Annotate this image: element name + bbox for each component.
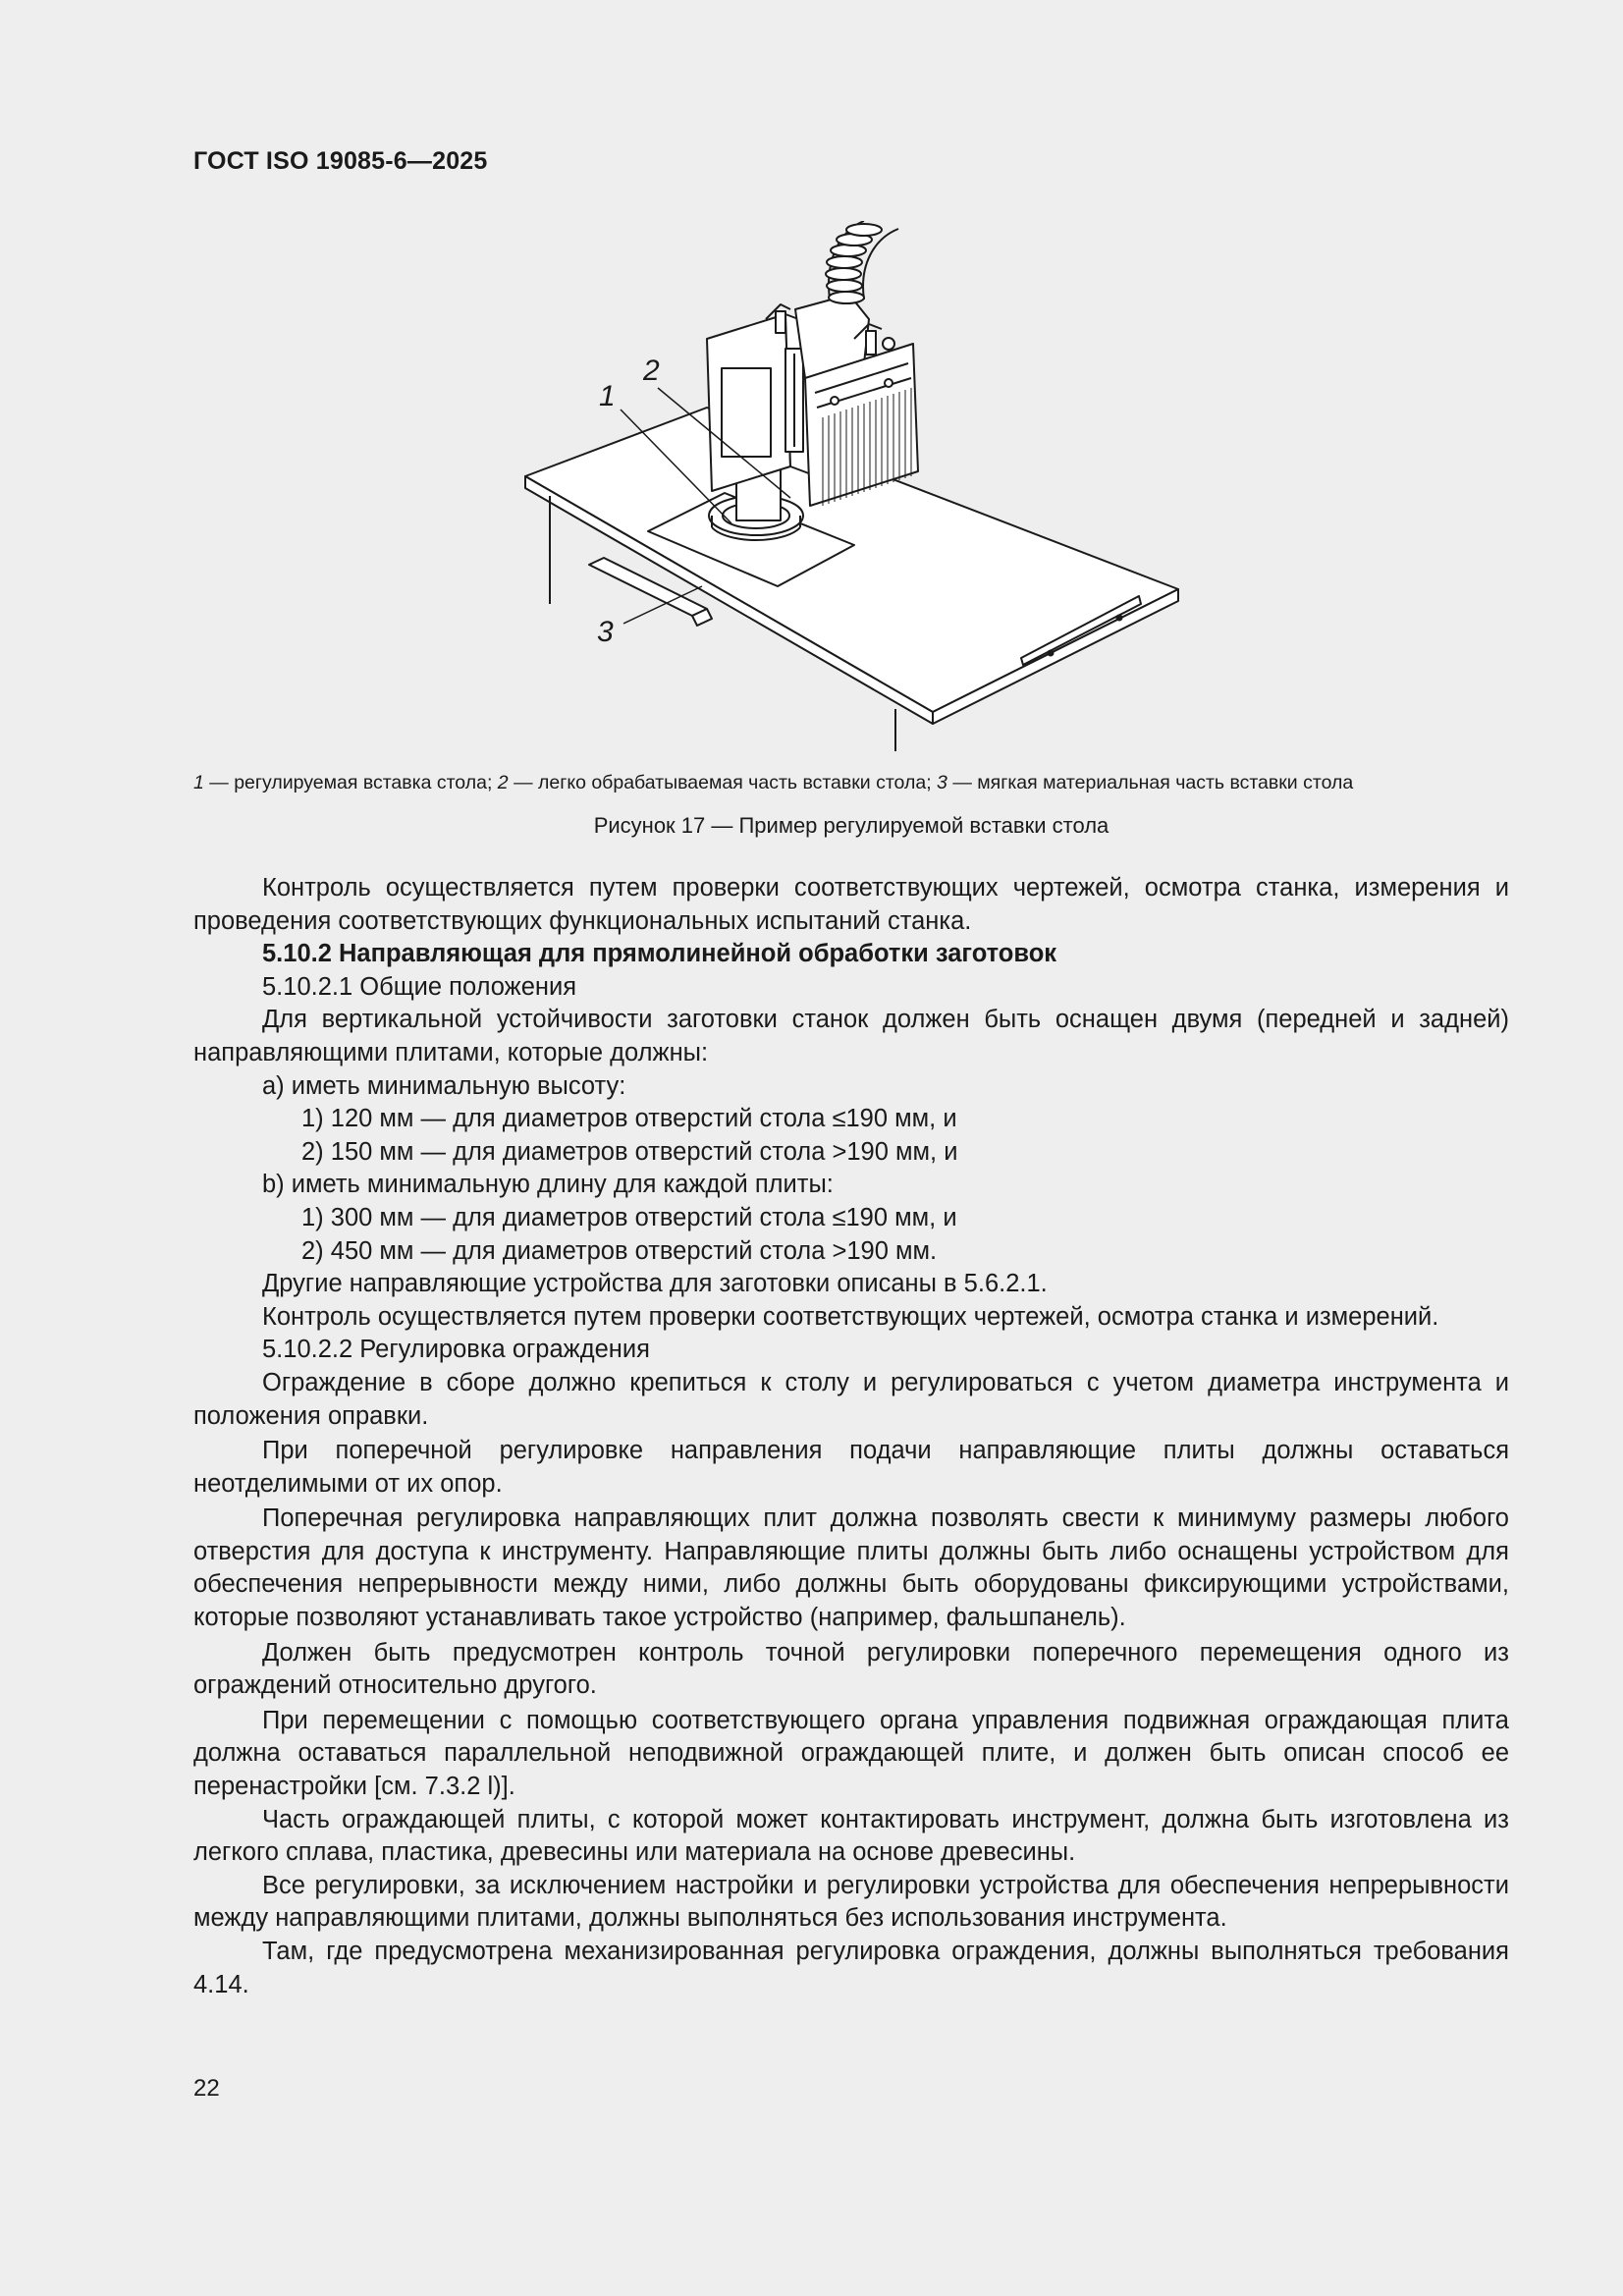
- figure-caption: Рисунок 17 — Пример регулируемой вставки стола: [593, 813, 1109, 838]
- document-body: [193, 872, 1509, 2001]
- list-item-b: b) иметь минимальную длину для каждой плиты:: [262, 1171, 834, 1199]
- callout-3: 3: [597, 616, 614, 648]
- paragraph: Другие направляющие устройства для заготовки описаны в 5.6.2.1.: [262, 1270, 1048, 1298]
- list-item-a: a) иметь минимальную высоту:: [262, 1071, 626, 1100]
- paragraph: Там, где предусмотрена механизированная регулировка ограждения, должны выполняться требования 4.14.: [193, 1938, 1509, 1998]
- paragraph: Контроль осуществляется путем проверки соответствующих чертежей, осмотра станка, измерения и проведения соответствующих функциональных испытаний станка.: [193, 874, 1509, 935]
- legend-text-3: — мягкая материальная часть вставки стола: [947, 772, 1354, 793]
- paragraph: Часть ограждающей плиты, с которой может контактировать инструмент, должна быть изготовлена из легкого сплава, пластика, древесины или материала на основе древесины.: [193, 1805, 1509, 1867]
- section-heading-5-10-2: 5.10.2 Направляющая для прямолинейной обработки заготовок: [262, 940, 1057, 968]
- list-item-b1: 1) 300 мм — для диаметров отверстий стола ≤190 мм, и: [301, 1203, 957, 1231]
- paragraph: Контроль осуществляется путем проверки соответствующих чертежей, осмотра станка и измерений.: [262, 1302, 1439, 1331]
- paragraph: При поперечной регулировке направления подачи направляющие плиты должны оставаться неотделимыми от их опор.: [193, 1437, 1509, 1498]
- paragraph: Для вертикальной устойчивости заготовки станок должен быть оснащен двумя (передней и задней) направляющими плитами, которые должны:: [193, 1006, 1509, 1066]
- figure-17-drawing: [511, 221, 1198, 756]
- list-item-a2: 2) 150 мм — для диаметров отверстий стола >190 мм, и: [301, 1137, 958, 1166]
- paragraph: Ограждение в сборе должно крепиться к столу и регулироваться с учетом диаметра инструмента и положения оправки.: [193, 1368, 1509, 1430]
- figure-legend: [193, 772, 1509, 794]
- callout-2: 2: [643, 355, 660, 387]
- list-item-b2: 2) 450 мм — для диаметров отверстий стола >190 мм.: [301, 1236, 938, 1265]
- section-heading-5-10-2-1: 5.10.2.1 Общие положения: [262, 972, 577, 1001]
- machine-table-illustration: [511, 221, 1198, 756]
- legend-num-3: 3: [937, 772, 947, 793]
- legend-text-1: — регулируемая вставка стола;: [203, 772, 498, 793]
- list-item-a1: 1) 120 мм — для диаметров отверстий стола ≤190 мм, и: [301, 1105, 957, 1133]
- paragraph: Поперечная регулировка направляющих плит должна позволять свести к минимуму размеры любого отверстия для доступа к инструменту. Направляющие плиты должны быть либо оснащены устройством для обеспечения непрерывности между ними, либо должны быть оборудованы фиксирующими устройствами, которые позволяют устанавливать такое устройство (например, фальшпанель).: [193, 1504, 1509, 1632]
- legend-text-2: — легко обрабатываемая часть вставки стола;: [508, 772, 938, 793]
- callout-1: 1: [599, 380, 616, 412]
- section-heading-5-10-2-2: 5.10.2.2 Регулировка ограждения: [262, 1336, 650, 1364]
- page-number: 22: [193, 2075, 220, 2102]
- paragraph: Все регулировки, за исключением настройки и регулировки устройства для обеспечения непрерывности между направляющими плитами, должны выполняться без использования инструмента.: [193, 1871, 1509, 1933]
- legend-num-2: 2: [497, 772, 509, 793]
- extraction-hose: [826, 221, 898, 303]
- legend-num-1: 1: [193, 772, 204, 793]
- document-header: ГОСТ ISO 19085-6—2025: [193, 147, 488, 175]
- paragraph: Должен быть предусмотрен контроль точной регулировки поперечного перемещения одного из ограждений относительно другого.: [193, 1638, 1509, 1700]
- paragraph: При перемещении с помощью соответствующего органа управления подвижная ограждающая плита должна оставаться параллельной неподвижной ограждающей плите, и должен быть описан способ ее перенастройки [см. 7.3.2 l)].: [193, 1706, 1509, 1801]
